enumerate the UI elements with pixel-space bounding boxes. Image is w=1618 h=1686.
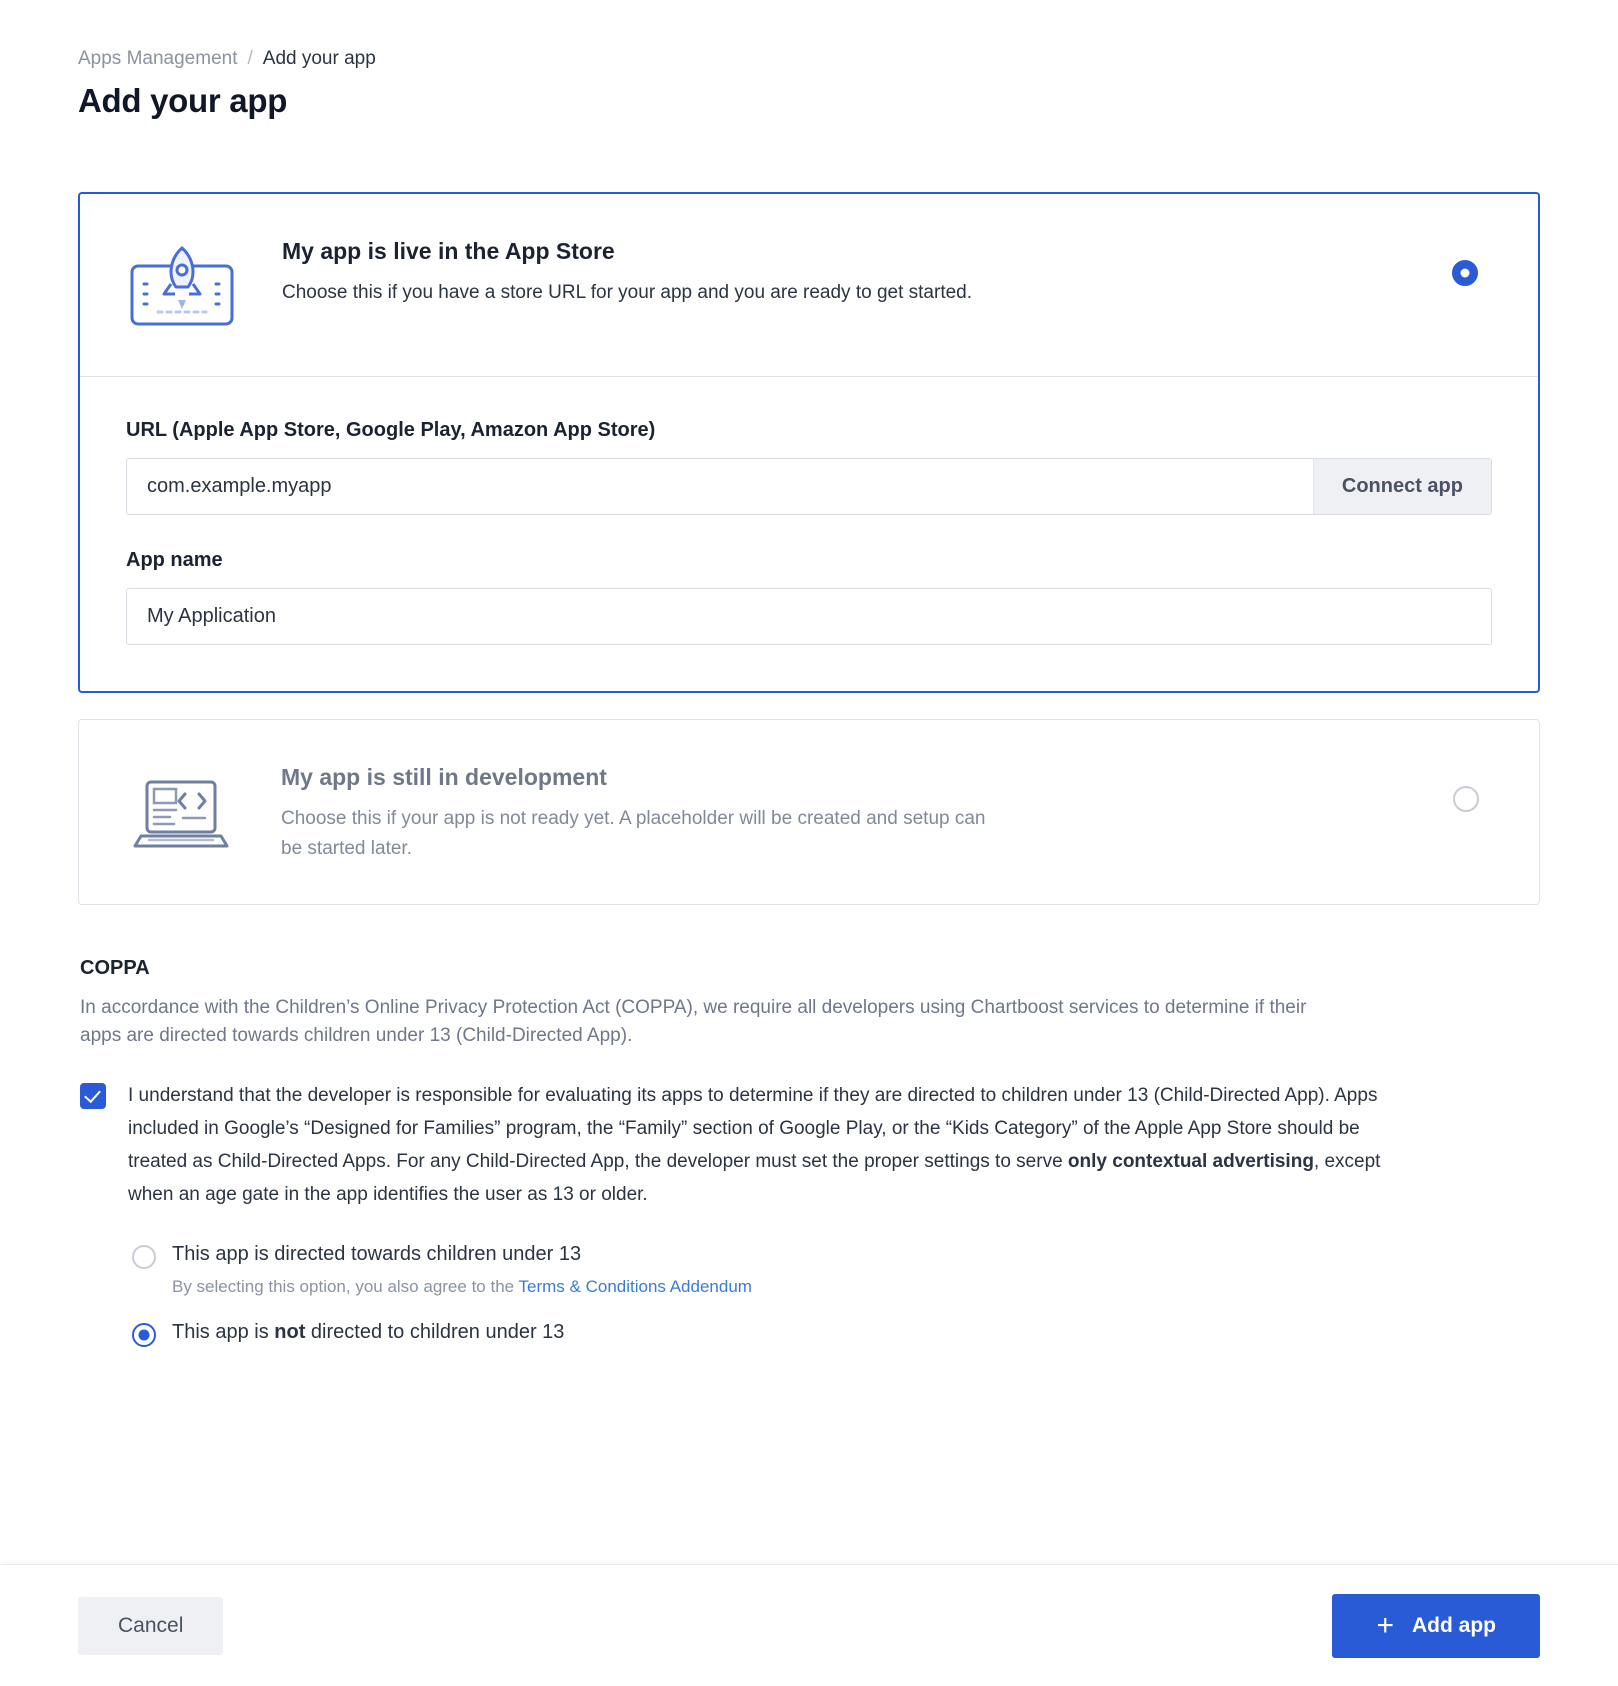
- option-live-title: My app is live in the App Store: [282, 238, 615, 264]
- option-live-radio[interactable]: [1452, 260, 1478, 286]
- coppa-option-not-directed[interactable]: [132, 1319, 1538, 1347]
- coppa-directed-label: This app is directed towards children under 13: [172, 1242, 582, 1265]
- terms-conditions-addendum-link[interactable]: Terms & Conditions Addendum: [518, 1276, 752, 1296]
- coppa-radio-group: [80, 1241, 1538, 1347]
- breadcrumb-current: Add your app: [262, 48, 376, 69]
- option-card-in-development[interactable]: [78, 719, 1540, 905]
- app-name-field-label: App name: [126, 549, 223, 571]
- url-input[interactable]: [127, 459, 1313, 514]
- coppa-intro-text: In accordance with the Children’s Online Privacy Protection Act (COPPA), we require all developers using Chartboost services to determine if their apps are directed towards children under 13 (Child-Directed App).: [80, 996, 1307, 1047]
- url-field-label: URL (Apple App Store, Google Play, Amazon App Store): [126, 419, 656, 441]
- add-app-button[interactable]: [1332, 1594, 1540, 1658]
- coppa-not-directed-prefix: This app is: [172, 1320, 275, 1343]
- coppa-directed-sub-prefix: By selecting this option, you also agree to the: [172, 1276, 519, 1296]
- option-development-header[interactable]: [79, 720, 1539, 904]
- coppa-acknowledgement-text: [128, 1079, 1418, 1211]
- coppa-not-directed-suffix: directed to children under 13: [305, 1320, 565, 1343]
- option-development-text: [281, 760, 1409, 864]
- option-development-title: My app is still in development: [281, 764, 607, 790]
- footer-action-bar: [0, 1564, 1618, 1686]
- option-live-header[interactable]: [80, 194, 1538, 376]
- coppa-not-directed-bold: not: [274, 1320, 306, 1343]
- coppa-acknowledgement-row: [80, 1079, 1538, 1211]
- coppa-ack-part2: , except when an age gate in the app identifies the user as 13 or older.: [128, 1150, 1381, 1205]
- plus-icon: +: [1376, 1608, 1394, 1642]
- option-card-live-in-app-store[interactable]: [78, 192, 1540, 693]
- rocket-launch-icon: [126, 234, 238, 336]
- page-title: Add your app: [78, 82, 288, 119]
- coppa-option-directed[interactable]: [132, 1241, 1538, 1269]
- option-live-text: [282, 234, 1408, 308]
- coppa-ack-bold: only contextual advertising: [1067, 1150, 1314, 1172]
- option-live-form: [80, 376, 1538, 691]
- coppa-directed-subtext: [172, 1277, 1538, 1297]
- coppa-section: [78, 957, 1540, 1347]
- add-app-button-label: Add app: [1412, 1613, 1496, 1637]
- option-development-description: Choose this if your app is not ready yet. A placeholder will be created and setup can be started later.: [281, 807, 986, 859]
- coppa-ack-part1: I understand that the developer is responsible for evaluating its apps to determine if they are directed to children under 13 (Child-Directed App). Apps included in Google’s “Designed for Families” program, the “Family” section of Google Play, or the “Kids Category” of the Apple App Store should be treated as Child-Directed Apps. For any Child-Directed App, the developer must set the proper settings to serve: [128, 1084, 1378, 1172]
- coppa-title: COPPA: [80, 956, 150, 979]
- coppa-not-directed-radio[interactable]: [132, 1323, 156, 1347]
- coppa-not-directed-label: [172, 1319, 564, 1346]
- connect-app-button[interactable]: Connect app: [1313, 459, 1491, 514]
- breadcrumb-separator: /: [247, 48, 253, 69]
- app-name-input[interactable]: [126, 588, 1492, 645]
- option-live-description: Choose this if you have a store URL for your app and you are ready to get started.: [282, 281, 973, 303]
- cancel-button[interactable]: Cancel: [78, 1597, 223, 1655]
- coppa-acknowledgement-checkbox[interactable]: [80, 1083, 106, 1109]
- url-input-row: [126, 458, 1492, 515]
- coppa-directed-radio[interactable]: [132, 1245, 156, 1269]
- breadcrumb-parent-link[interactable]: Apps Management: [78, 48, 238, 69]
- option-development-radio[interactable]: [1453, 786, 1479, 812]
- breadcrumb: [78, 48, 1540, 70]
- laptop-code-icon: [125, 760, 237, 862]
